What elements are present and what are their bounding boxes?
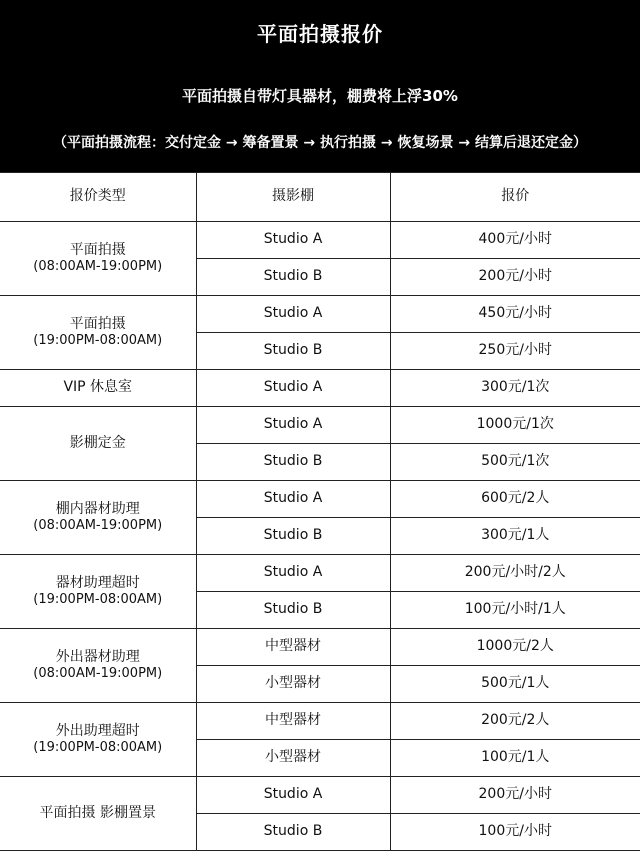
studio-cell: Studio B — [196, 333, 390, 370]
category-time-range: (19:00PM-08:00AM) — [33, 740, 163, 756]
category-name: 外出助理超时 — [55, 722, 140, 739]
category-cell — [0, 555, 196, 629]
studio-cell: Studio A — [196, 555, 390, 592]
table-row — [0, 407, 640, 444]
category-time-range: (19:00PM-08:00AM) — [33, 592, 163, 608]
studio-cell: Studio A — [196, 481, 390, 518]
category-name: VIP 休息室 — [63, 379, 133, 396]
column-header-price: 报价 — [390, 173, 640, 222]
category-time-range: (08:00AM-19:00PM) — [33, 259, 163, 275]
price-cell: 1000元/2人 — [390, 629, 640, 666]
studio-cell: Studio A — [196, 407, 390, 444]
table-row — [0, 629, 640, 666]
price-cell: 500元/1人 — [390, 666, 640, 703]
subtitle-note: 平面拍摄自带灯具器材，棚费将上浮30% — [182, 87, 458, 105]
price-cell: 300元/1次 — [390, 370, 640, 407]
table-row — [0, 703, 640, 740]
table-body — [0, 222, 640, 851]
price-cell: 400元/小时 — [390, 222, 640, 259]
studio-cell: 小型器材 — [196, 740, 390, 777]
category-time-range: (08:00AM-19:00PM) — [33, 518, 163, 534]
studio-cell: 中型器材 — [196, 703, 390, 740]
column-header-studio: 摄影棚 — [196, 173, 390, 222]
price-table — [0, 172, 640, 851]
table-header-row — [0, 173, 640, 222]
category-name: 器材助理超时 — [55, 574, 140, 591]
category-cell — [0, 222, 196, 296]
category-name: 平面拍摄 影棚置景 — [39, 804, 156, 821]
category-name: 棚内器材助理 — [55, 500, 140, 517]
category-cell — [0, 407, 196, 481]
category-time-range: (19:00PM-08:00AM) — [33, 333, 163, 349]
category-cell — [0, 703, 196, 777]
category-cell — [0, 370, 196, 407]
price-cell: 1000元/1次 — [390, 407, 640, 444]
studio-cell: Studio A — [196, 777, 390, 814]
table-row — [0, 555, 640, 592]
studio-cell: Studio B — [196, 592, 390, 629]
price-cell: 100元/小时 — [390, 814, 640, 851]
price-cell: 200元/小时 — [390, 777, 640, 814]
price-cell: 600元/2人 — [390, 481, 640, 518]
column-header-type: 报价类型 — [0, 173, 196, 222]
price-cell: 200元/小时/2人 — [390, 555, 640, 592]
studio-cell: Studio A — [196, 296, 390, 333]
price-cell: 100元/1人 — [390, 740, 640, 777]
category-cell — [0, 629, 196, 703]
category-cell — [0, 777, 196, 851]
table-row — [0, 222, 640, 259]
table-row — [0, 370, 640, 407]
price-cell: 200元/小时 — [390, 259, 640, 296]
studio-cell: 中型器材 — [196, 629, 390, 666]
table-row — [0, 296, 640, 333]
studio-cell: Studio B — [196, 814, 390, 851]
price-cell: 250元/小时 — [390, 333, 640, 370]
category-cell — [0, 481, 196, 555]
studio-cell: 小型器材 — [196, 666, 390, 703]
category-time-range: (08:00AM-19:00PM) — [33, 666, 163, 682]
category-cell — [0, 296, 196, 370]
price-cell: 500元/1次 — [390, 444, 640, 481]
category-name: 外出器材助理 — [55, 648, 140, 665]
studio-cell: Studio B — [196, 518, 390, 555]
page-title: 平面拍摄报价 — [257, 22, 383, 46]
process-flow-note: （平面拍摄流程：交付定金 → 筹备置景 → 执行拍摄 → 恢复场景 → 结算后退还定金） — [53, 135, 587, 151]
category-name: 平面拍摄 — [69, 315, 126, 332]
category-name: 平面拍摄 — [69, 241, 126, 258]
table-row — [0, 777, 640, 814]
price-cell: 450元/小时 — [390, 296, 640, 333]
studio-cell: Studio A — [196, 370, 390, 407]
table-row — [0, 481, 640, 518]
studio-cell: Studio B — [196, 444, 390, 481]
price-cell: 300元/1人 — [390, 518, 640, 555]
price-cell: 100元/小时/1人 — [390, 592, 640, 629]
header-banner — [0, 0, 640, 172]
category-name: 影棚定金 — [69, 434, 126, 451]
price-cell: 200元/2人 — [390, 703, 640, 740]
studio-cell: Studio B — [196, 259, 390, 296]
studio-cell: Studio A — [196, 222, 390, 259]
